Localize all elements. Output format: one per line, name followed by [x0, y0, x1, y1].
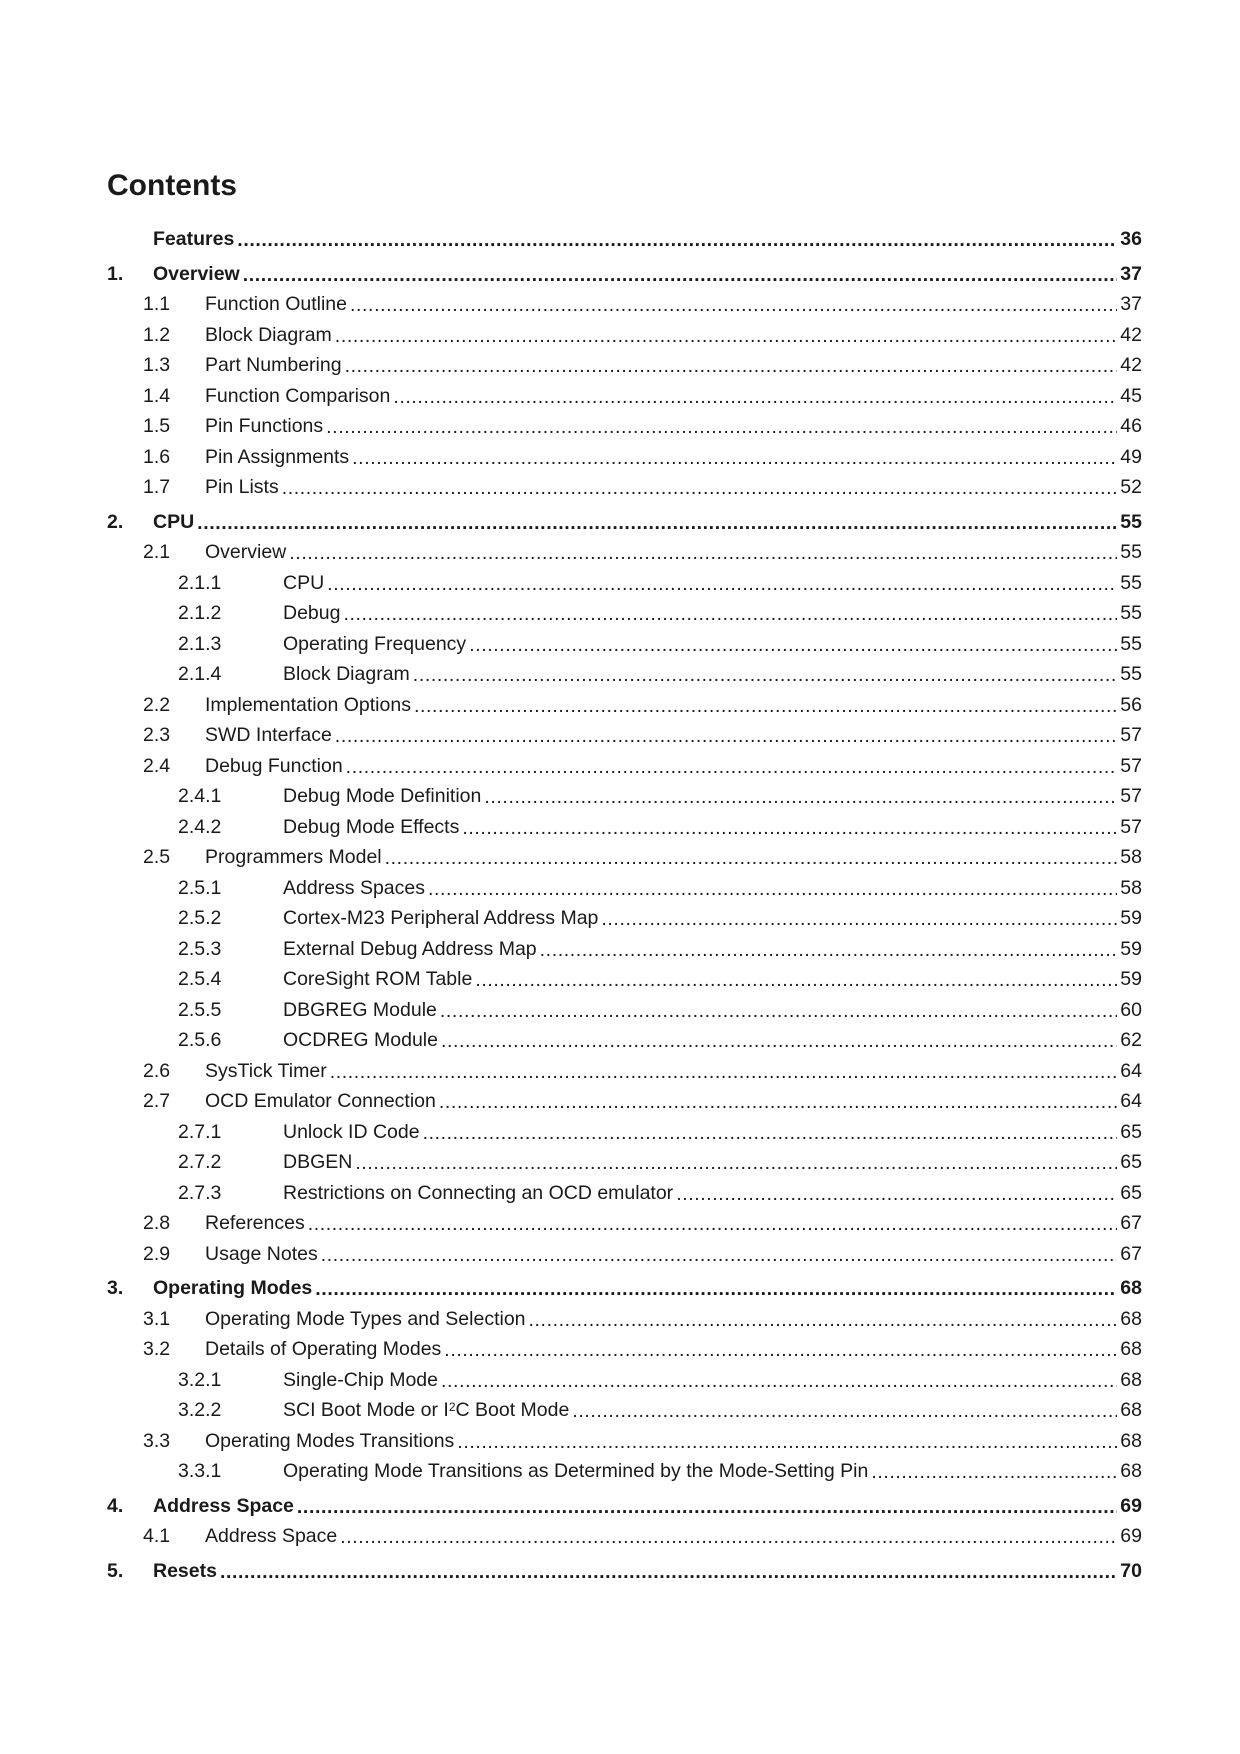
- toc-entry-page-number: 68: [1120, 1277, 1142, 1299]
- toc-entry-label: Resets: [153, 1559, 217, 1582]
- toc-entry[interactable]: [107, 785, 1142, 816]
- dot-leader: [385, 847, 1118, 869]
- toc-entry[interactable]: [107, 1121, 1142, 1152]
- toc-entry-label: Block Diagram: [205, 323, 332, 346]
- toc-entry[interactable]: [107, 293, 1142, 324]
- toc-entry-page-number: 42: [1120, 354, 1142, 376]
- toc-entry-label: Implementation Options: [205, 693, 411, 716]
- dot-leader: [327, 573, 1117, 595]
- toc-entry-page-number: 68: [1120, 1307, 1142, 1330]
- dot-leader: [871, 1461, 1117, 1483]
- toc-entry-page-number: 60: [1120, 998, 1142, 1021]
- toc-entry[interactable]: [107, 263, 1142, 294]
- toc-entry-number: 1.6: [143, 445, 171, 468]
- dot-leader: [462, 817, 1117, 839]
- toc-entry-number: 2.5: [143, 846, 171, 868]
- toc-entry-label: Restrictions on Connecting an OCD emulator: [283, 1181, 674, 1204]
- toc-entry[interactable]: [107, 446, 1142, 477]
- dot-leader: [308, 1213, 1118, 1235]
- toc-entry-number: 2.5.3: [178, 937, 222, 960]
- toc-entry-label: Single-Chip Mode: [283, 1368, 439, 1391]
- toc-entry-number: 3.2: [143, 1338, 171, 1360]
- toc-entry-page-number: 68: [1120, 1429, 1142, 1452]
- toc-entry[interactable]: [107, 1460, 1142, 1491]
- dot-leader: [440, 1000, 1117, 1022]
- toc-entry[interactable]: [107, 1182, 1142, 1213]
- toc-entry-label: Address Space: [205, 1525, 338, 1547]
- toc-entry[interactable]: [107, 1369, 1142, 1400]
- toc-entry[interactable]: [107, 816, 1142, 847]
- dot-leader: [676, 1183, 1117, 1205]
- toc-entry[interactable]: [107, 572, 1142, 603]
- toc-entry-number: 2.1: [143, 541, 171, 563]
- toc-entry-page-number: 56: [1120, 693, 1142, 716]
- dot-leader: [393, 386, 1117, 408]
- toc-entry-page-number: 55: [1120, 541, 1142, 563]
- dot-leader: [345, 355, 1118, 377]
- toc-entry[interactable]: [107, 755, 1142, 786]
- toc-entry[interactable]: [107, 968, 1142, 999]
- toc-entry[interactable]: [107, 354, 1142, 385]
- dot-leader: [423, 1122, 1118, 1144]
- toc-entry-label: Debug Function: [205, 754, 343, 777]
- toc-entry-number: 2.5.1: [178, 876, 222, 899]
- toc-entry[interactable]: [107, 476, 1142, 507]
- toc-entry-label: DBGREG Module: [283, 998, 437, 1021]
- toc-entry[interactable]: [107, 1029, 1142, 1060]
- dot-leader: [315, 1278, 1117, 1300]
- dot-leader: [237, 229, 1117, 251]
- toc-entry[interactable]: [107, 846, 1142, 877]
- toc-entry[interactable]: [107, 724, 1142, 755]
- toc-entry-page-number: 57: [1120, 785, 1142, 807]
- toc-entry-label: Usage Notes: [205, 1242, 318, 1265]
- toc-entry-page-number: 67: [1120, 1212, 1142, 1234]
- toc-entry-number: 3.3.1: [178, 1460, 222, 1482]
- toc-entry-label: Unlock ID Code: [283, 1120, 420, 1143]
- toc-entry-page-number: 59: [1120, 968, 1142, 990]
- dot-leader: [601, 908, 1117, 930]
- toc-entry-page-number: 65: [1120, 1120, 1142, 1143]
- toc-entry-label: Pin Assignments: [205, 445, 350, 468]
- toc-entry-number: 5.: [107, 1559, 124, 1582]
- toc-entry-page-number: 65: [1120, 1151, 1142, 1173]
- toc-entry-number: 2.3: [143, 724, 171, 746]
- toc-entry-label: Operating Mode Types and Selection: [205, 1307, 526, 1330]
- dot-leader: [441, 1370, 1117, 1392]
- toc-entry-page-number: 64: [1120, 1059, 1142, 1082]
- toc-entry-page-number: 55: [1120, 632, 1142, 655]
- dot-leader: [335, 725, 1118, 747]
- toc-entry-page-number: 68: [1120, 1368, 1142, 1391]
- dot-leader: [439, 1091, 1117, 1113]
- toc-entry-label: CPU: [283, 571, 325, 594]
- page-title: Contents: [107, 169, 237, 202]
- toc-entry-number: 2.5.6: [178, 1029, 222, 1051]
- toc-entry-number: 2.7.3: [178, 1181, 222, 1204]
- toc-entry-number: 2.: [107, 510, 124, 533]
- toc-entry-number: 2.1.4: [178, 663, 222, 685]
- toc-entry-number: 1.4: [143, 384, 171, 407]
- dot-leader: [346, 756, 1118, 778]
- toc-entry-label: SysTick Timer: [205, 1059, 327, 1082]
- toc-entry-label: Function Outline: [205, 293, 347, 315]
- dot-leader: [475, 969, 1117, 991]
- toc-entry[interactable]: [107, 541, 1142, 572]
- toc-entry-number: 2.7.2: [178, 1151, 222, 1173]
- toc-entry-label: Part Numbering: [205, 354, 342, 376]
- toc-entry-page-number: 55: [1120, 663, 1142, 685]
- dot-leader: [428, 878, 1117, 900]
- toc-entry-number: 1.1: [143, 293, 171, 315]
- toc-entry[interactable]: [107, 1495, 1142, 1526]
- dot-leader: [289, 542, 1117, 564]
- toc-entry-label: Pin Lists: [205, 476, 279, 498]
- toc-entry-number: 2.6: [143, 1059, 171, 1082]
- toc-entry-label: Features: [153, 228, 235, 250]
- toc-entry-label: Debug Mode Definition: [283, 785, 482, 807]
- toc-entry-number: 2.8: [143, 1212, 171, 1234]
- toc-entry-page-number: 62: [1120, 1029, 1142, 1051]
- toc-entry-page-number: 64: [1120, 1090, 1142, 1112]
- toc-entry-number: 1.5: [143, 415, 171, 437]
- toc-entry[interactable]: [107, 1243, 1142, 1274]
- toc-entry[interactable]: [107, 1212, 1142, 1243]
- toc-entry[interactable]: [107, 602, 1142, 633]
- dot-leader: [326, 416, 1117, 438]
- toc-entry-number: 3.1: [143, 1307, 171, 1330]
- dot-leader: [355, 1152, 1117, 1174]
- dot-leader: [414, 695, 1117, 717]
- toc-entry-label: Cortex-M23 Peripheral Address Map: [283, 907, 599, 929]
- toc-entry-label: Details of Operating Modes: [205, 1338, 442, 1360]
- dot-leader: [529, 1309, 1118, 1331]
- toc-entry-label: Address Spaces: [283, 876, 425, 899]
- dot-leader: [243, 264, 1118, 286]
- toc-entry-label: References: [205, 1212, 305, 1234]
- toc-entry-label-part: C Boot Mode: [455, 1399, 570, 1421]
- toc-entry[interactable]: [107, 907, 1142, 938]
- table-of-contents: [107, 228, 1142, 1590]
- toc-entry-page-number: 42: [1120, 323, 1142, 346]
- toc-entry-label: Block Diagram: [283, 663, 410, 685]
- toc-entry-page-number: 68: [1120, 1460, 1142, 1482]
- toc-entry-label: External Debug Address Map: [283, 937, 537, 960]
- toc-entry-number: 4.: [107, 1494, 124, 1517]
- toc-entry-label: Overview: [205, 541, 287, 563]
- toc-entry-label: Overview: [153, 262, 240, 285]
- toc-entry-page-number: 70: [1120, 1559, 1142, 1582]
- dot-leader: [484, 786, 1117, 808]
- dot-leader: [282, 477, 1118, 499]
- dot-leader: [469, 634, 1117, 656]
- toc-entry-page-number: 68: [1120, 1338, 1142, 1360]
- toc-entry-number: 2.1.2: [178, 602, 222, 624]
- toc-entry-page-number: 37: [1120, 293, 1142, 315]
- toc-entry-label: Address Space: [153, 1494, 294, 1517]
- toc-entry-number: 2.9: [143, 1242, 171, 1265]
- toc-entry-page-number: 55: [1120, 602, 1142, 624]
- toc-entry-number: 3.2.1: [178, 1368, 222, 1391]
- toc-entry-label: Operating Modes: [153, 1277, 313, 1299]
- toc-entry-label: Debug: [283, 602, 341, 624]
- toc-entry-page-number: 46: [1120, 415, 1142, 437]
- toc-entry-page-number: 65: [1120, 1181, 1142, 1204]
- toc-entry-page-number: 36: [1120, 228, 1142, 250]
- toc-entry-label: DBGEN: [283, 1151, 353, 1173]
- toc-entry[interactable]: [107, 1060, 1142, 1091]
- toc-entry-label: CoreSight ROM Table: [283, 968, 473, 990]
- toc-entry[interactable]: [107, 633, 1142, 664]
- toc-entry-page-number: 59: [1120, 907, 1142, 929]
- toc-entry[interactable]: [107, 1525, 1142, 1556]
- toc-entry[interactable]: [107, 1430, 1142, 1461]
- toc-entry-number: 1.7: [143, 476, 171, 498]
- toc-entry-number: 3.3: [143, 1429, 171, 1452]
- toc-entry-page-number: 55: [1120, 510, 1142, 533]
- toc-entry-page-number: 58: [1120, 846, 1142, 868]
- toc-entry-number: 2.4: [143, 754, 171, 777]
- dot-leader: [321, 1244, 1118, 1266]
- toc-entry-number: 2.5.5: [178, 998, 222, 1021]
- toc-entry[interactable]: [107, 324, 1142, 355]
- toc-entry-label: Function Comparison: [205, 384, 391, 407]
- toc-entry[interactable]: [107, 999, 1142, 1030]
- toc-entry[interactable]: [107, 511, 1142, 542]
- dot-leader: [197, 512, 1117, 534]
- toc-entry-page-number: 68: [1120, 1399, 1142, 1421]
- toc-entry-label: CPU: [153, 510, 195, 533]
- toc-entry-label: SWD Interface: [205, 724, 332, 746]
- toc-entry-label: OCDREG Module: [283, 1029, 438, 1051]
- dot-leader: [335, 325, 1118, 347]
- toc-entry-label: Operating Mode Transitions as Determined by the Mode-Setting Pin: [283, 1460, 869, 1482]
- toc-entry[interactable]: [107, 1338, 1142, 1369]
- toc-entry-label-part: SCI Boot Mode or I: [283, 1399, 449, 1421]
- toc-entry-number: 2.5.2: [178, 907, 222, 929]
- dot-leader: [220, 1561, 1117, 1583]
- toc-entry[interactable]: [107, 938, 1142, 969]
- dot-leader: [457, 1431, 1117, 1453]
- toc-entry-page-number: 45: [1120, 384, 1142, 407]
- toc-entry[interactable]: [107, 1399, 1142, 1430]
- toc-entry[interactable]: [107, 1090, 1142, 1121]
- toc-entry-number: 2.5.4: [178, 968, 222, 990]
- dot-leader: [413, 664, 1118, 686]
- toc-entry[interactable]: [107, 1308, 1142, 1339]
- toc-entry-page-number: 58: [1120, 876, 1142, 899]
- dot-leader: [572, 1400, 1117, 1422]
- toc-entry[interactable]: [107, 877, 1142, 908]
- toc-entry-number: 4.1: [143, 1525, 171, 1547]
- toc-entry[interactable]: [107, 1151, 1142, 1182]
- toc-entry-number: 2.2: [143, 693, 171, 716]
- dot-leader: [352, 447, 1117, 469]
- toc-entry-number: 2.1.1: [178, 571, 222, 594]
- toc-entry-page-number: 57: [1120, 754, 1142, 777]
- dot-leader: [350, 294, 1117, 316]
- dot-leader: [297, 1496, 1117, 1518]
- toc-entry-number: 3.: [107, 1277, 124, 1299]
- toc-entry-label: Pin Functions: [205, 415, 324, 437]
- toc-entry-label-superscript: 2: [448, 1400, 456, 1414]
- toc-entry-page-number: 37: [1120, 262, 1142, 285]
- toc-entry-page-number: 69: [1120, 1494, 1142, 1517]
- toc-entry-page-number: 57: [1120, 724, 1142, 746]
- toc-entry-page-number: 49: [1120, 445, 1142, 468]
- toc-entry[interactable]: [107, 385, 1142, 416]
- toc-entry-label: Operating Modes Transitions: [205, 1429, 455, 1452]
- toc-entry[interactable]: [107, 1560, 1142, 1591]
- toc-entry[interactable]: [107, 663, 1142, 694]
- toc-entry[interactable]: [107, 228, 1142, 259]
- dot-leader: [540, 939, 1118, 961]
- toc-entry-label: Debug Mode Effects: [283, 815, 460, 838]
- toc-entry[interactable]: [107, 1277, 1142, 1308]
- toc-entry-page-number: 52: [1120, 476, 1142, 498]
- toc-entry-number: 3.2.2: [178, 1399, 222, 1421]
- toc-entry-number: 1.2: [143, 323, 171, 346]
- toc-entry-number: 1.: [107, 262, 124, 285]
- dot-leader: [330, 1061, 1118, 1083]
- toc-entry-number: 2.1.3: [178, 632, 222, 655]
- toc-entry-label: OCD Emulator Connection: [205, 1090, 436, 1112]
- toc-entry-label: Operating Frequency: [283, 632, 467, 655]
- toc-entry-page-number: 69: [1120, 1525, 1142, 1547]
- toc-entry[interactable]: [107, 415, 1142, 446]
- toc-entry[interactable]: [107, 694, 1142, 725]
- dot-leader: [340, 1526, 1117, 1548]
- dot-leader: [444, 1339, 1117, 1361]
- toc-entry-number: 2.4.1: [178, 785, 222, 807]
- toc-entry-number: 2.7.1: [178, 1120, 222, 1143]
- dot-leader: [343, 603, 1117, 625]
- toc-entry-page-number: 55: [1120, 571, 1142, 594]
- toc-entry-page-number: 67: [1120, 1242, 1142, 1265]
- toc-entry-page-number: 59: [1120, 937, 1142, 960]
- dot-leader: [441, 1030, 1117, 1052]
- toc-entry-label: Programmers Model: [205, 846, 382, 868]
- toc-entry-number: 2.7: [143, 1090, 171, 1112]
- toc-entry-number: 1.3: [143, 354, 171, 376]
- toc-entry-number: 2.4.2: [178, 815, 222, 838]
- toc-entry-page-number: 57: [1120, 815, 1142, 838]
- toc-entry-label: [283, 1399, 569, 1421]
